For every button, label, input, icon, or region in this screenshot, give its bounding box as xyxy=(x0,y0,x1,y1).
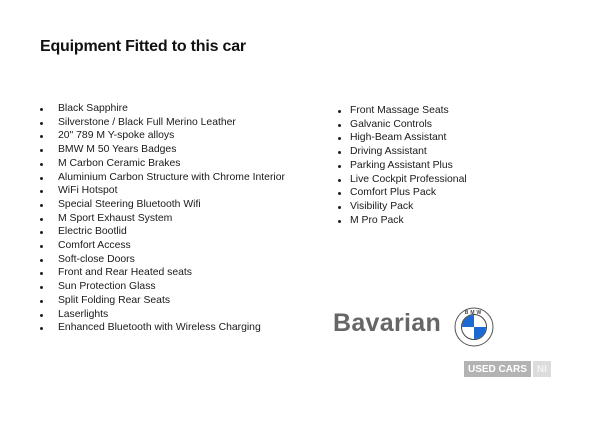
used-cars-ni-badge xyxy=(464,361,551,377)
equipment-item: Galvanic Controls xyxy=(338,118,467,132)
region-label: NI xyxy=(533,361,551,377)
equipment-item: Driving Assistant xyxy=(338,145,467,159)
equipment-item: M Pro Pack xyxy=(338,214,467,228)
equipment-item: Aluminium Carbon Structure with Chrome Interior xyxy=(40,171,285,185)
equipment-item: Special Steering Bluetooth Wifi xyxy=(40,198,285,212)
equipment-item: Parking Assistant Plus xyxy=(338,159,467,173)
svg-text:BMW: BMW xyxy=(464,309,484,316)
equipment-item: Split Folding Rear Seats xyxy=(40,294,285,308)
equipment-item: Soft-close Doors xyxy=(40,253,285,267)
equipment-item: M Carbon Ceramic Brakes xyxy=(40,157,285,171)
equipment-item: Sun Protection Glass xyxy=(40,280,285,294)
equipment-item: Laserlights xyxy=(40,308,285,322)
page-title: Equipment Fitted to this car xyxy=(40,38,246,55)
equipment-item: BMW M 50 Years Badges xyxy=(40,143,285,157)
equipment-item: High-Beam Assistant xyxy=(338,131,467,145)
equipment-list-left xyxy=(40,102,285,335)
dealer-logo-text: Bavarian xyxy=(333,309,442,337)
equipment-item: M Sport Exhaust System xyxy=(40,212,285,226)
equipment-item: Front and Rear Heated seats xyxy=(40,266,285,280)
equipment-item: 20" 789 M Y-spoke alloys xyxy=(40,129,285,143)
equipment-item: Enhanced Bluetooth with Wireless Charging xyxy=(40,321,285,335)
equipment-item: Live Cockpit Professional xyxy=(338,173,467,187)
equipment-item: Electric Bootlid xyxy=(40,225,285,239)
equipment-list-right xyxy=(338,104,467,227)
equipment-item: Front Massage Seats xyxy=(338,104,467,118)
equipment-item: WiFi Hotspot xyxy=(40,184,285,198)
bmw-logo-icon xyxy=(454,307,494,347)
equipment-item: Comfort Access xyxy=(40,239,285,253)
equipment-item: Visibility Pack xyxy=(338,200,467,214)
equipment-item: Comfort Plus Pack xyxy=(338,186,467,200)
equipment-item: Silverstone / Black Full Merino Leather xyxy=(40,116,285,130)
used-cars-label: USED CARS xyxy=(464,361,531,377)
equipment-item: Black Sapphire xyxy=(40,102,285,116)
